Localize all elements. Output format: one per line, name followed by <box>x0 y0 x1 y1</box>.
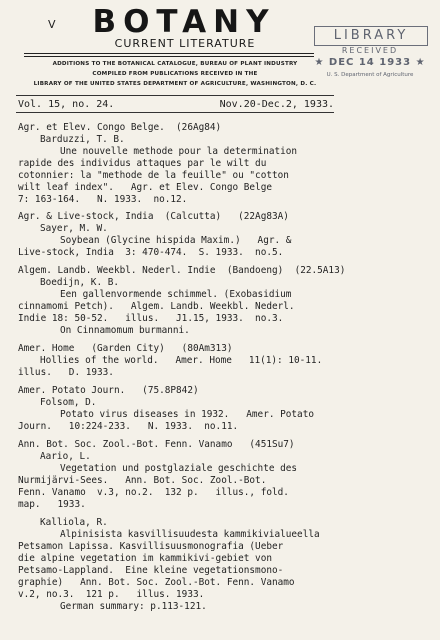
entry-line: German summary: p.113-121. <box>60 601 207 612</box>
stamp-department: U. S. Department of Agriculture <box>326 72 414 78</box>
entry-line: Alpinisista kasvillisuudesta kammikivialueella <box>60 529 320 540</box>
issue-volume: Vol. 15, no. 24. <box>18 99 115 110</box>
entry-author: Boedijn, K. B. <box>40 277 120 288</box>
title-prefix: V <box>48 18 56 31</box>
entry-source: Algem. Landb. Weekbl. Nederl. Indie (Bandoeng) (22.5A13) <box>18 265 346 276</box>
entry-source: Agr. et Elev. Congo Belge. (26Ag84) <box>18 122 222 133</box>
entry-line: Journ. 10:224-233. N. 1933. no.11. <box>18 421 239 432</box>
masthead-rule-bottom <box>24 56 314 57</box>
entry-line: cotonnier: la "methode de la feuille" ou "cotton <box>18 170 289 181</box>
masthead-rule-top <box>24 53 314 54</box>
entry-source: Amer. Potato Journ. (75.8P842) <box>18 385 199 396</box>
entry-line: Soybean (Glycine hispida Maxim.) Agr. & <box>60 235 292 246</box>
page-title: BOTANY <box>92 4 276 40</box>
entry-line: Hollies of the world. Amer. Home 11(1): 10-11. <box>40 355 323 366</box>
entry-line: rapide des individus attaques par le wilt du <box>18 158 267 169</box>
entry-source: Ann. Bot. Soc. Zool.-Bot. Fenn. Vanamo (451Su7) <box>18 439 295 450</box>
entry-line: Petsamo-Lappland. Eine kleine vegetationsmono- <box>18 565 284 576</box>
agency-line-1: ADDITIONS TO THE BOTANICAL CATALOGUE, BUREAU OF PLANT INDUSTRY <box>52 61 298 67</box>
agency-line-3: LIBRARY OF THE UNITED STATES DEPARTMENT OF AGRICULTURE, WASHINGTON, D. C. <box>33 81 317 87</box>
entry-line: Vegetation und postglaziale geschichte des <box>60 463 298 474</box>
issue-rule-top <box>16 95 334 96</box>
issue-rule-bottom <box>16 112 334 113</box>
entry-line: Fenn. Vanamo v.3, no.2. 132 p. illus., fold. <box>18 487 289 498</box>
entry-line: 7: 163-164. N. 1933. no.12. <box>18 194 188 205</box>
entry-line: Une nouvelle methode pour la determination <box>60 146 298 157</box>
entry-line: Indie 18: 50-52. illus. J1.15, 1933. no.3. <box>18 313 284 324</box>
library-received-stamp <box>314 26 426 84</box>
issue-dates: Nov.20-Dec.2, 1933. <box>219 99 334 110</box>
entry-line: wilt leaf index". Agr. et Elev. Congo Belge <box>18 182 272 193</box>
masthead <box>0 0 440 95</box>
entry-author: Folsom, D. <box>40 397 97 408</box>
entry-line: Live-stock, India 3: 470-474. S. 1933. no.5. <box>18 247 284 258</box>
entry-line: Een gallenvormende schimmel. (Exobasidium <box>60 289 292 300</box>
entry-line: Potato virus diseases in 1932. Amer. Potato <box>60 409 314 420</box>
entry-author: Kalliola, R. <box>40 517 108 528</box>
stamp-received-label: RECEIVED <box>341 46 399 55</box>
entry-line: Nurmijärvi-Sees. Ann. Bot. Soc. Zool.-Bot. <box>18 475 267 486</box>
entry-source: Agr. & Live-stock, India (Calcutta) (22Ag83A) <box>18 211 289 222</box>
entry-author: Aario, L. <box>40 451 91 462</box>
entry-line: cinnamomi Petch). Algem. Landb. Weekbl. Nederl. <box>18 301 295 312</box>
entry-line: v.2, no.3. 121 p. illus. 1933. <box>18 589 205 600</box>
entry-line: die alpine vegetation im kammikivi-gebiet von <box>18 553 272 564</box>
entry-author: Sayer, M. W. <box>40 223 108 234</box>
agency-line-2: COMPILED FROM PUBLICATIONS RECEIVED IN THE <box>92 71 258 77</box>
entry-source: Amer. Home (Garden City) (80Am313) <box>18 343 233 354</box>
stamp-library-label: LIBRARY <box>314 26 428 46</box>
entry-line: On Cinnamomum burmanni. <box>60 325 190 336</box>
entry-author: Barduzzi, T. B. <box>40 134 125 145</box>
entry-line: illus. D. 1933. <box>18 367 114 378</box>
stamp-date: ★ DEC 14 1933 ★ <box>314 57 426 68</box>
issue-line <box>18 99 334 110</box>
entry-line: Petsamon Lapissa. Kasvillisuusmonografia (Ueber <box>18 541 284 552</box>
entry-line: graphie) Ann. Bot. Soc. Zool.-Bot. Fenn. Vanamo <box>18 577 295 588</box>
entry-line: map. 1933. <box>18 499 86 510</box>
page-subtitle: CURRENT LITERATURE <box>114 37 256 50</box>
